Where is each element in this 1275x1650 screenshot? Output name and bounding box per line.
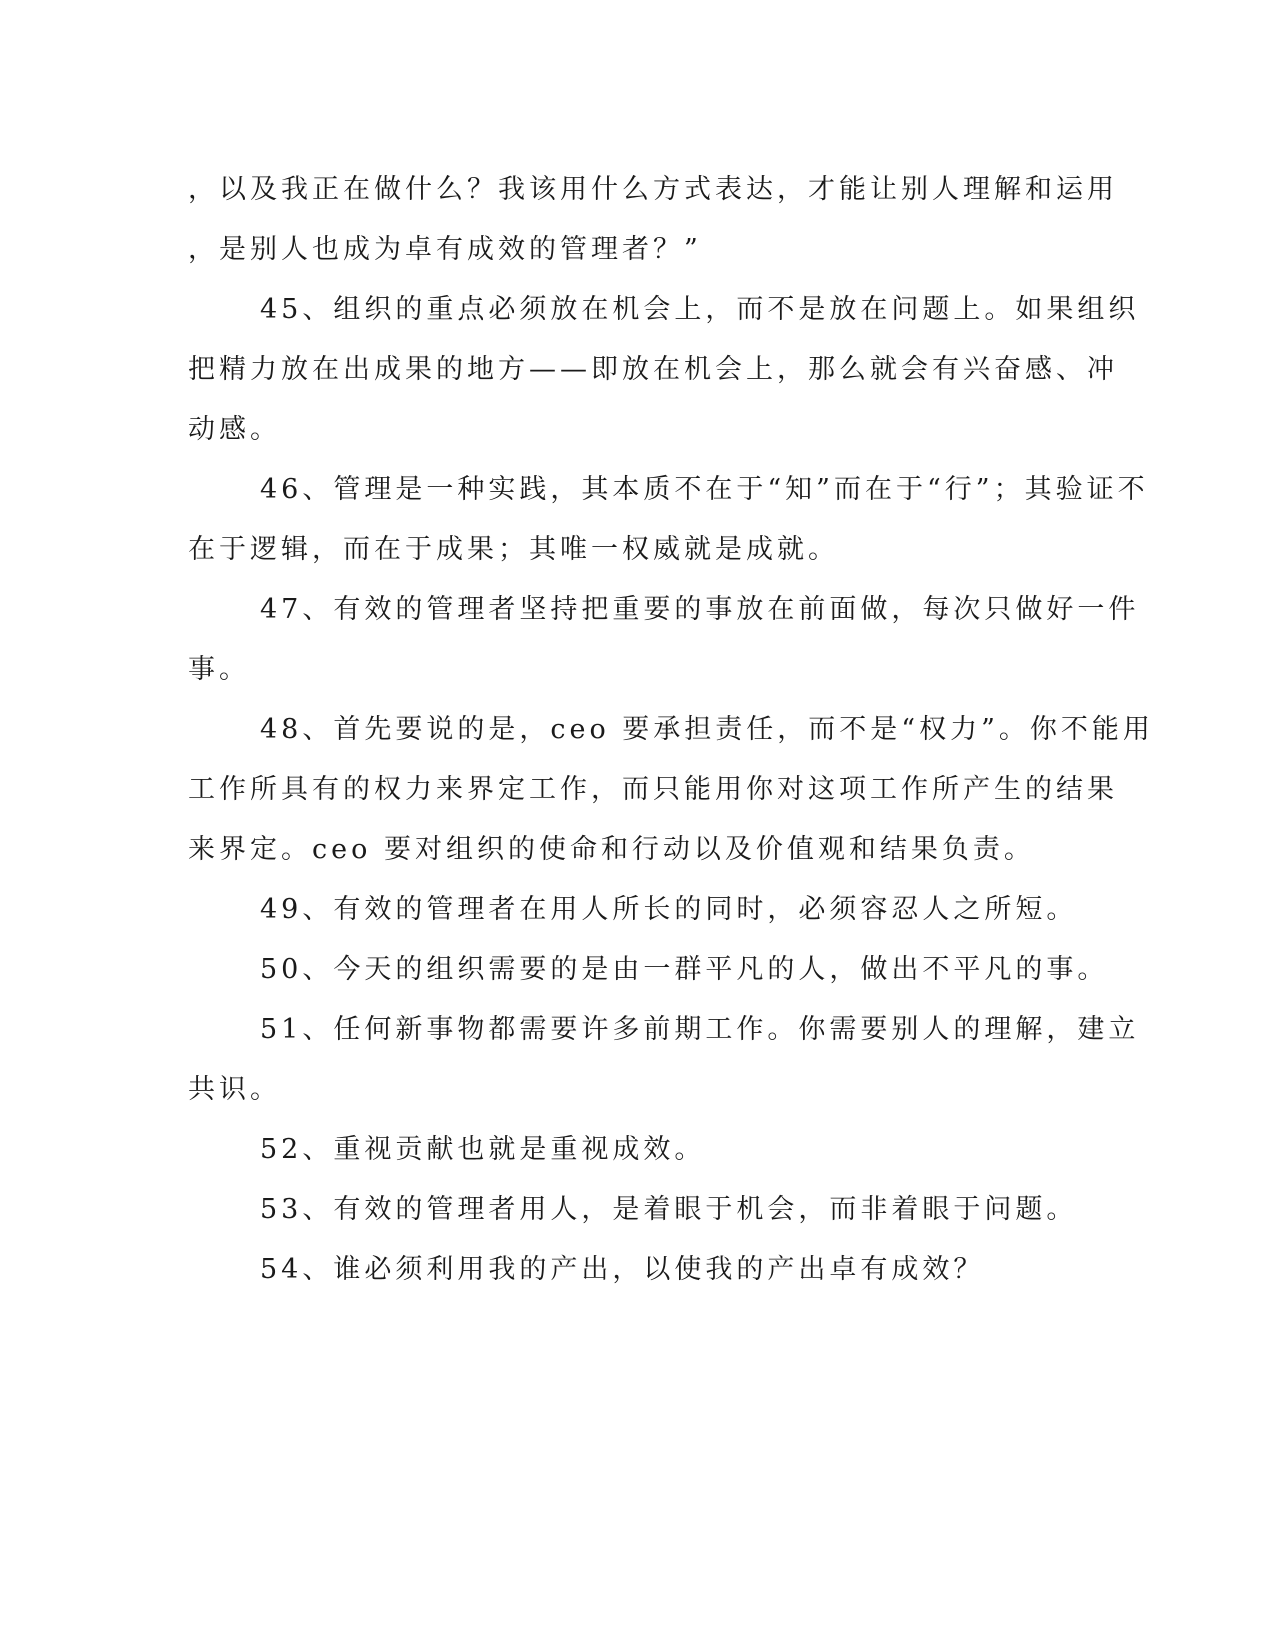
text-line: 共识。: [188, 1074, 281, 1105]
quote-49-line: 49、有效的管理者在用人所长的同时，必须容忍人之所短。: [260, 894, 1078, 925]
text-line: 来界定。ceo 要对组织的使命和行动以及价值观和结果负责。: [188, 834, 1035, 865]
text-line: ，以及我正在做什么？我该用什么方式表达，才能让别人理解和运用: [188, 174, 1118, 205]
quote-47-line: 47、有效的管理者坚持把重要的事放在前面做，每次只做好一件: [260, 594, 1140, 625]
text-line: 事。: [188, 654, 250, 685]
quote-50-line: 50、今天的组织需要的是由一群平凡的人，做出不平凡的事。: [260, 954, 1109, 985]
quote-46-line: 46、管理是一种实践，其本质不在于“知”而在于“行”；其验证不: [260, 474, 1149, 505]
text-line: ，是别人也成为卓有成效的管理者？”: [188, 234, 702, 265]
quote-52-line: 52、重视贡献也就是重视成效。: [260, 1134, 706, 1165]
quote-48-line: 48、首先要说的是，ceo 要承担责任，而不是“权力”。你不能用: [260, 714, 1154, 745]
quote-51-line: 51、任何新事物都需要许多前期工作。你需要别人的理解，建立: [260, 1014, 1140, 1045]
text-line: 在于逻辑，而在于成果；其唯一权威就是成就。: [188, 534, 839, 565]
quote-53-line: 53、有效的管理者用人，是着眼于机会，而非着眼于问题。: [260, 1194, 1078, 1225]
text-line: 把精力放在出成果的地方——即放在机会上，那么就会有兴奋感、冲: [188, 354, 1118, 385]
text-line: 动感。: [188, 414, 281, 445]
text-line: 工作所具有的权力来界定工作，而只能用你对这项工作所产生的结果: [188, 774, 1118, 805]
quote-45-line: 45、组织的重点必须放在机会上，而不是放在问题上。如果组织: [260, 294, 1140, 325]
document-body: [188, 160, 1154, 1300]
quote-54-line: 54、谁必须利用我的产出，以使我的产出卓有成效？: [260, 1254, 985, 1285]
